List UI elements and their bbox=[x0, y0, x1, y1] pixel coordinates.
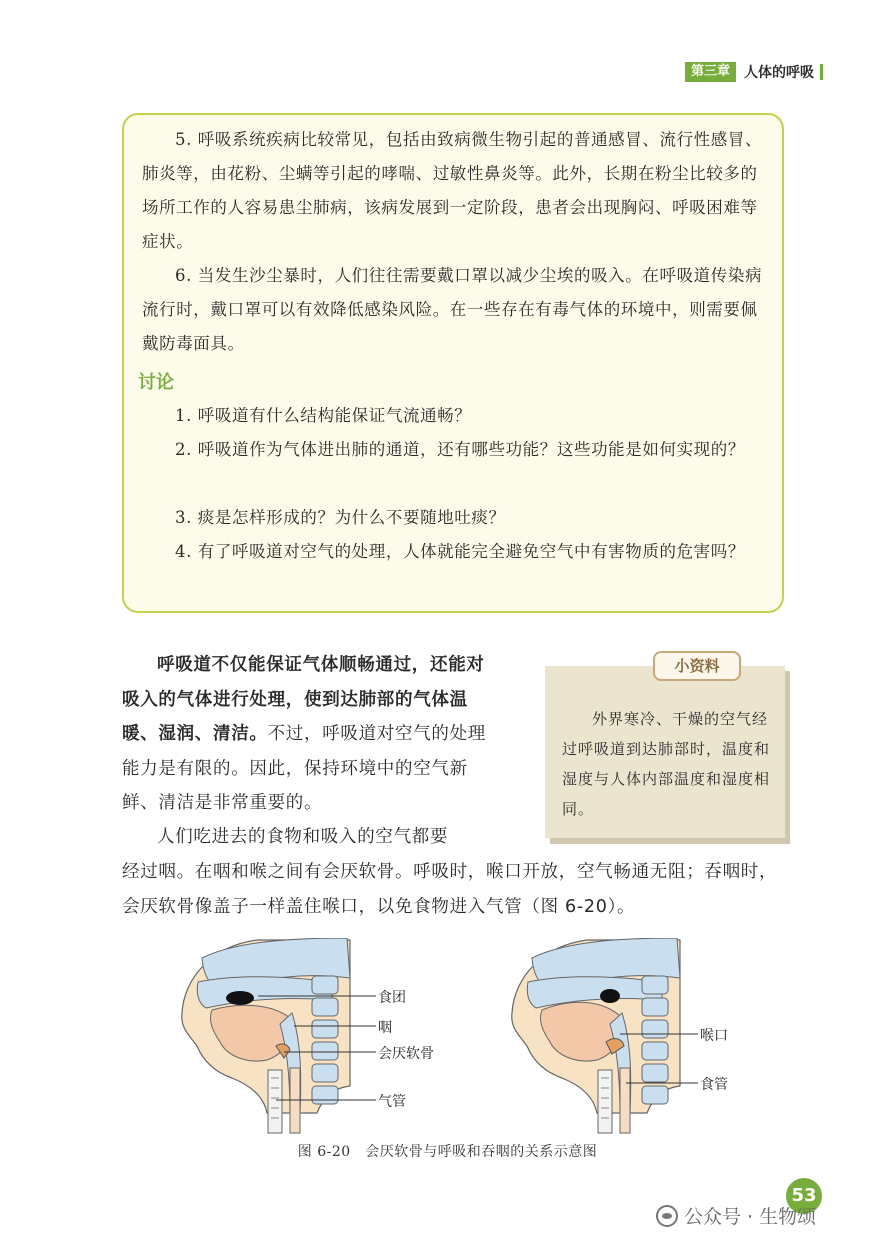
question-4: 4. 有了呼吸道对空气的处理，人体就能完全避免空气中有害物质的危害吗？ bbox=[175, 542, 745, 561]
sidebar-label: 小资料 bbox=[653, 651, 741, 681]
main-paragraph-2-line-1: 人们吃进去的食物和吸入的空气都要 bbox=[157, 827, 449, 847]
question-1: 1. 呼吸道有什么结构能保证气流通畅？ bbox=[175, 406, 472, 425]
label-esophagus: 食管 bbox=[700, 1077, 728, 1093]
breathing-diagram bbox=[182, 938, 376, 1133]
main-bold-text: 呼吸道不仅能保证气体顺畅通过，还能对吸入的气体进行处理，使到达肺部的气体温暖、湿润、清洁。 bbox=[122, 655, 485, 744]
label-pharynx: 咽 bbox=[378, 1020, 392, 1036]
label-larynx-opening: 喉口 bbox=[700, 1028, 728, 1044]
swallowing-diagram bbox=[512, 938, 698, 1133]
main-paragraph-2-rest: 经过咽。在咽和喉之间有会厌软骨。呼吸时，喉口开放，空气畅通无阻；吞咽时，会厌软骨像盖子一样盖住喉口，以免食物进入气管（图 6-20）。 bbox=[122, 862, 778, 917]
question-2: 2. 呼吸道作为气体进出肺的通道，还有哪些功能？这些功能是如何实现的？ bbox=[175, 440, 745, 459]
item-5-text: 5. 呼吸系统疾病比较常见，包括由致病微生物引起的普通感冒、流行性感冒、肺炎等，由花粉、尘螨等引起的哮喘、过敏性鼻炎等。此外，长期在粉尘比较多的场所工作的人容易患尘肺病，该病发展到一定阶段，患者会出现胸闷、呼吸困难等症状。 bbox=[142, 130, 763, 251]
label-epiglottis: 会厌软骨 bbox=[378, 1046, 434, 1062]
watermark-text: 公众号 · 生物颂 bbox=[684, 1206, 817, 1228]
wechat-icon bbox=[656, 1205, 678, 1227]
discussion-heading: 讨论 bbox=[138, 372, 174, 393]
chapter-title: 人体的呼吸 bbox=[744, 65, 814, 81]
chapter-bar bbox=[820, 64, 823, 80]
chapter-header bbox=[685, 62, 823, 82]
epiglottis-figure bbox=[172, 938, 772, 1138]
sidebar-text: 外界寒冷、干燥的空气经过呼吸道到达肺部时，温度和湿度与人体内部温度和湿度相同。 bbox=[562, 710, 771, 818]
figure-caption: 图 6-20 会厌软骨与呼吸和吞咽的关系示意图 bbox=[297, 1144, 598, 1160]
item-6-text: 6. 当发生沙尘暴时，人们往往需要戴口罩以减少尘埃的吸入。在呼吸道传染病流行时，戴口罩可以有效降低感染风险。在一些存在有毒气体的环境中，则需要佩戴防毒面具。 bbox=[142, 266, 763, 353]
question-3: 3. 痰是怎样形成的？为什么不要随地吐痰？ bbox=[175, 508, 506, 527]
label-trachea: 气管 bbox=[378, 1094, 406, 1110]
main-paragraph-1 bbox=[122, 648, 495, 821]
label-food-bolus: 食团 bbox=[378, 990, 406, 1006]
watermark bbox=[656, 1202, 816, 1229]
main-normal-text: 不过，呼吸道对空气的处理能力是有限的。因此，保持环境中的空气新鲜、清洁是非常重要的。 bbox=[122, 724, 487, 813]
page-number: 53 bbox=[786, 1178, 822, 1214]
chapter-badge: 第三章 bbox=[685, 62, 736, 82]
